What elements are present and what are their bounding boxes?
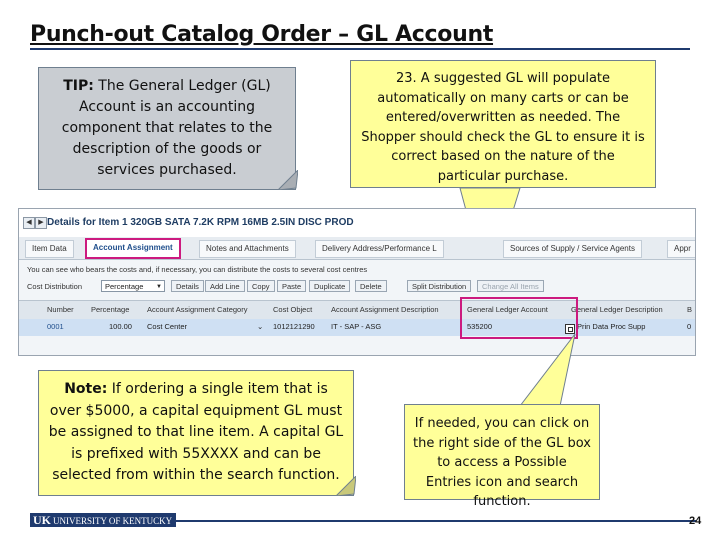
university-logo xyxy=(30,513,176,527)
copy-button[interactable]: Copy xyxy=(247,280,275,292)
col-b[interactable]: B xyxy=(687,305,693,314)
col-cost-object[interactable]: Cost Object xyxy=(273,305,313,314)
tab-delivery-address[interactable]: Delivery Address/Performance L xyxy=(315,240,444,258)
account-table-header xyxy=(19,300,695,320)
row-account-description[interactable]: IT - SAP - ASG xyxy=(331,322,382,331)
chevron-down-icon: ▼ xyxy=(156,284,162,290)
help-text: If needed, you can click on the right side of the GL box to access a Possible Entries icon and search function. xyxy=(413,416,591,509)
split-distribution-button[interactable]: Split Distribution xyxy=(407,280,471,292)
duplicate-button[interactable]: Duplicate xyxy=(309,280,350,292)
gl-account-input[interactable]: 535200 xyxy=(467,322,493,331)
delete-button[interactable]: Delete xyxy=(355,280,387,292)
tab-sources-of-supply[interactable]: Sources of Supply / Service Agents xyxy=(503,240,642,258)
note-label: Note: xyxy=(64,381,108,397)
cost-distribution-info: You can see who bears the costs and, if necessary, you can distribute the costs to several cost centres xyxy=(27,265,368,274)
item-details-title: Details for Item 1 320GB SATA 7.2K RPM 16MB 2.5IN DISC PROD xyxy=(47,217,354,228)
slide-title: Punch-out Catalog Order – GL Account xyxy=(30,22,494,47)
row-b[interactable]: 0 xyxy=(687,322,692,331)
uk-logo-mark: UK xyxy=(33,513,51,527)
tip-text: The General Ledger (GL) Account is an accounting component that relates to the description of the goods or services purchased. xyxy=(61,78,273,178)
sap-header xyxy=(19,209,695,238)
tab-item-data[interactable]: Item Data xyxy=(25,240,74,258)
col-percentage[interactable]: Percentage xyxy=(91,305,130,314)
change-all-items-button[interactable]: Change All Items xyxy=(477,280,544,292)
tab-approval[interactable]: Appr xyxy=(667,240,696,258)
category-chevron-down-icon[interactable]: ⌄ xyxy=(257,322,264,331)
step-23-text: 23. A suggested GL will populate automatically on many carts or can be entered/overwritten as needed. The Shopper should check the GL to ensure it is correct based on the nature of the particular purchase. xyxy=(361,71,645,184)
details-button[interactable]: Details xyxy=(171,280,204,292)
row-account-category[interactable]: Cost Center xyxy=(147,322,188,331)
table-row[interactable] xyxy=(19,319,695,336)
tab-account-assignment[interactable]: Account Assignment xyxy=(85,238,181,259)
cost-distribution-label: Cost Distribution xyxy=(27,282,83,291)
col-general-ledger-account[interactable]: General Ledger Account xyxy=(467,305,548,314)
page-number: 24 xyxy=(689,515,702,527)
row-cost-object[interactable]: 1012121290 xyxy=(273,322,315,331)
col-account-assignment-description[interactable]: Account Assignment Description xyxy=(331,305,439,314)
paste-button[interactable]: Paste xyxy=(277,280,306,292)
nav-back-icon[interactable]: ◀ xyxy=(23,217,35,229)
sap-screenshot-panel xyxy=(18,208,696,356)
title-underline-rule xyxy=(30,48,690,50)
col-number[interactable]: Number xyxy=(47,305,74,314)
col-general-ledger-description[interactable]: General Ledger Description xyxy=(571,305,663,314)
tab-notes-attachments[interactable]: Notes and Attachments xyxy=(199,240,296,258)
tip-callout-fold xyxy=(278,170,298,190)
row-gl-description[interactable]: Prin Data Proc Supp xyxy=(577,322,646,331)
col-account-assignment-category[interactable]: Account Assignment Category xyxy=(147,305,248,314)
university-name: UNIVERSITY OF KENTUCKY xyxy=(53,516,173,526)
tip-callout xyxy=(38,67,296,190)
tip-label: TIP: xyxy=(63,78,94,94)
footer-rule xyxy=(176,520,696,522)
row-number[interactable]: 0001 xyxy=(47,322,64,331)
nav-forward-icon[interactable]: ▶ xyxy=(35,217,47,229)
row-percentage[interactable]: 100.00 xyxy=(109,322,132,331)
cost-distribution-select[interactable] xyxy=(101,280,165,292)
cost-distribution-value: Percentage xyxy=(105,282,144,291)
cost-distribution-toolbar xyxy=(19,279,695,295)
help-callout-pointer xyxy=(460,330,590,410)
help-callout xyxy=(404,404,600,509)
add-line-button[interactable]: Add Line xyxy=(205,280,245,292)
note-callout-fold xyxy=(336,476,356,496)
tab-strip xyxy=(19,237,695,260)
note-text: If ordering a single item that is over $5000, a capital equipment GL must be assigned to that line item. A capital GL is prefixed with 55XXXX and can be selected from within the search function. xyxy=(48,381,344,483)
step-23-callout xyxy=(350,60,656,188)
note-callout xyxy=(38,370,354,496)
